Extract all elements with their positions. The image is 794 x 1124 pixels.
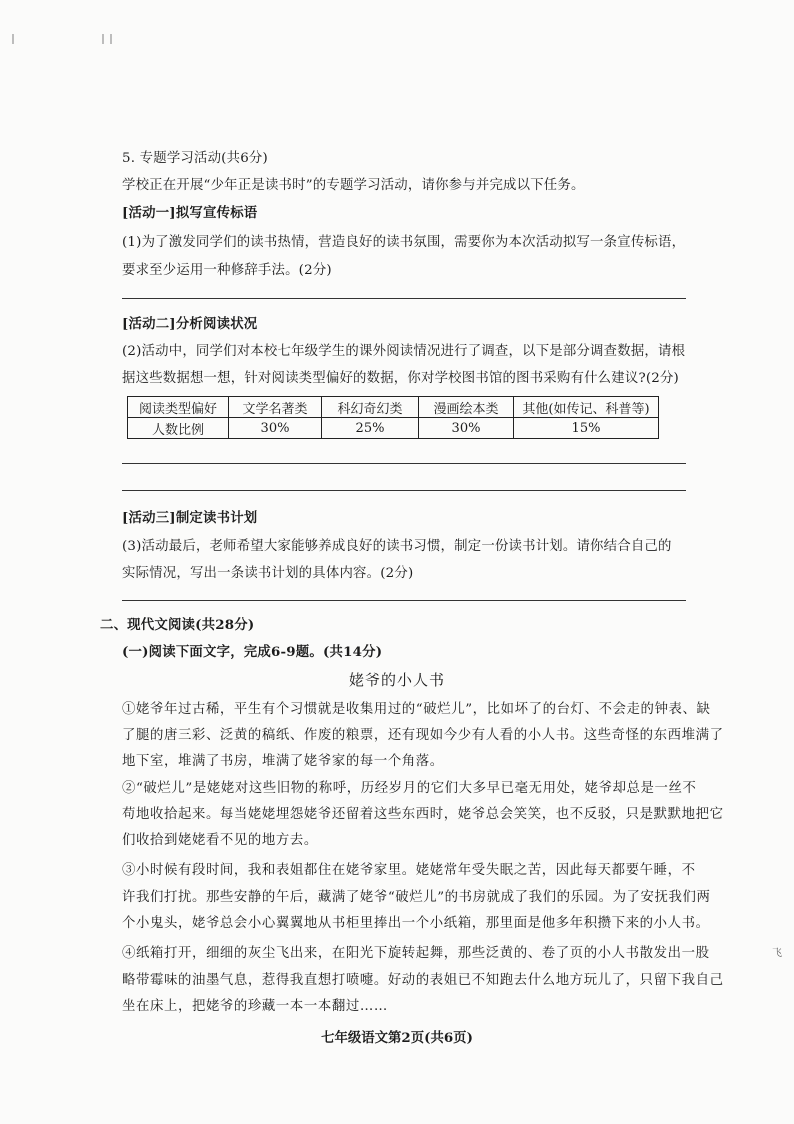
survey-table bbox=[127, 396, 659, 439]
paragraph-2-line1: ②“破烂儿”是姥姥对这些旧物的称呼，历经岁月的它们大多早已毫无用处，姥爷却总是一丝不 bbox=[122, 781, 697, 796]
paragraph-1-line2: 了腿的唐三彩、泛黄的稿纸、作废的粮票，还有现如今少有人看的小人书。这些奇怪的东西堆满了 bbox=[122, 728, 724, 743]
answer-line[interactable] bbox=[122, 600, 686, 601]
answer-line[interactable] bbox=[122, 298, 686, 299]
scan-mark bbox=[110, 34, 112, 44]
paragraph-2-line3: 们收拾到姥姥看不见的地方去。 bbox=[122, 833, 318, 848]
paragraph-3-line3: 个小鬼头，姥爷总会小心翼翼地从书柜里捧出一个小纸箱，那里面是他多年积攒下来的小人书。 bbox=[122, 916, 710, 931]
activity3-line1: (3)活动最后，老师希望大家能够养成良好的读书习惯，制定一份读书计划。请你结合自己的 bbox=[122, 539, 672, 554]
passage-title: 姥爷的小人书 bbox=[348, 671, 445, 689]
table-row bbox=[128, 418, 659, 439]
answer-line[interactable] bbox=[122, 490, 686, 491]
activity1-line2: 要求至少运用一种修辞手法。(2分) bbox=[122, 263, 332, 278]
table-cell: 人数比例 bbox=[128, 418, 229, 439]
table-header-cell: 阅读类型偏好 bbox=[128, 397, 229, 418]
q5-heading: 5. 专题学习活动(共6分) bbox=[122, 151, 268, 166]
table-header-cell: 科幻奇幻类 bbox=[322, 397, 419, 418]
paragraph-3-line2: 许我们打扰。那些安静的午后，藏满了姥爷“破烂儿”的书房就成了我们的乐园。为了安抚我们两 bbox=[122, 890, 711, 905]
table-header-cell: 其他(如传记、科普等) bbox=[514, 397, 659, 418]
answer-line[interactable] bbox=[122, 463, 686, 464]
activity1-title: [活动一]拟写宣传标语 bbox=[122, 205, 258, 221]
page-footer: 七年级语文第2页(共6页) bbox=[321, 1030, 473, 1046]
table-header-cell: 漫画绘本类 bbox=[419, 397, 514, 418]
activity2-title: [活动二]分析阅读状况 bbox=[122, 316, 258, 332]
scan-mark bbox=[12, 34, 14, 44]
paragraph-1-line1: ①姥爷年过古稀，平生有个习惯就是收集用过的“破烂儿”，比如坏了的台灯、不会走的钟表、缺 bbox=[122, 702, 711, 717]
paragraph-4-line3: 坐在床上，把姥爷的珍藏一本一本翻过…… bbox=[122, 999, 388, 1014]
table-cell: 25% bbox=[322, 418, 419, 439]
table-cell: 15% bbox=[514, 418, 659, 439]
paragraph-3-line1: ③小时候有段时间，我和表姐都住在姥爷家里。姥姥常年受失眠之苦，因此每天都要午睡，不 bbox=[122, 863, 696, 878]
table-cell: 30% bbox=[419, 418, 514, 439]
activity2-line1: (2)活动中，同学们对本校七年级学生的课外阅读情况进行了调查，以下是部分调查数据，请根 bbox=[122, 344, 686, 359]
scan-mark bbox=[102, 34, 104, 44]
q5-intro: 学校正在开展“少年正是读书时”的专题学习活动，请你参与并完成以下任务。 bbox=[122, 178, 585, 193]
section2-subheading: (一)阅读下面文字，完成6-9题。(共14分) bbox=[122, 644, 383, 660]
section2-heading: 二、现代文阅读(共28分) bbox=[100, 617, 255, 633]
activity3-line2: 实际情况，写出一条读书计划的具体内容。(2分) bbox=[122, 566, 414, 581]
activity2-line2: 据这些数据想一想，针对阅读类型偏好的数据，你对学校图书馆的图书采购有什么建议?(2分) bbox=[122, 371, 679, 386]
table-header-row bbox=[128, 397, 659, 418]
paragraph-2-line2: 苟地收拾起来。每当姥姥埋怨姥爷还留着这些东西时，姥爷总会笑笑，也不反驳，只是默默地把它 bbox=[122, 807, 724, 822]
paragraph-1-line3: 地下室，堆满了书房，堆满了姥爷家的每一个角落。 bbox=[122, 754, 444, 769]
table-header-cell: 文学名著类 bbox=[229, 397, 322, 418]
table-cell: 30% bbox=[229, 418, 322, 439]
paragraph-4-line1: ④纸箱打开，细细的灰尘飞出来，在阳光下旋转起舞，那些泛黄的、卷了页的小人书散发出一股 bbox=[122, 946, 710, 961]
edge-mark-char: 飞 bbox=[772, 948, 782, 959]
activity3-title: [活动三]制定读书计划 bbox=[122, 510, 258, 526]
activity1-line1: (1)为了激发同学们的读书热情，营造良好的读书氛围，需要你为本次活动拟写一条宣传标语， bbox=[122, 235, 686, 250]
paragraph-4-line2: 略带霉味的油墨气息，惹得我直想打喷嚏。好动的表姐已不知跑去什么地方玩儿了，只留下我自己 bbox=[122, 973, 724, 988]
